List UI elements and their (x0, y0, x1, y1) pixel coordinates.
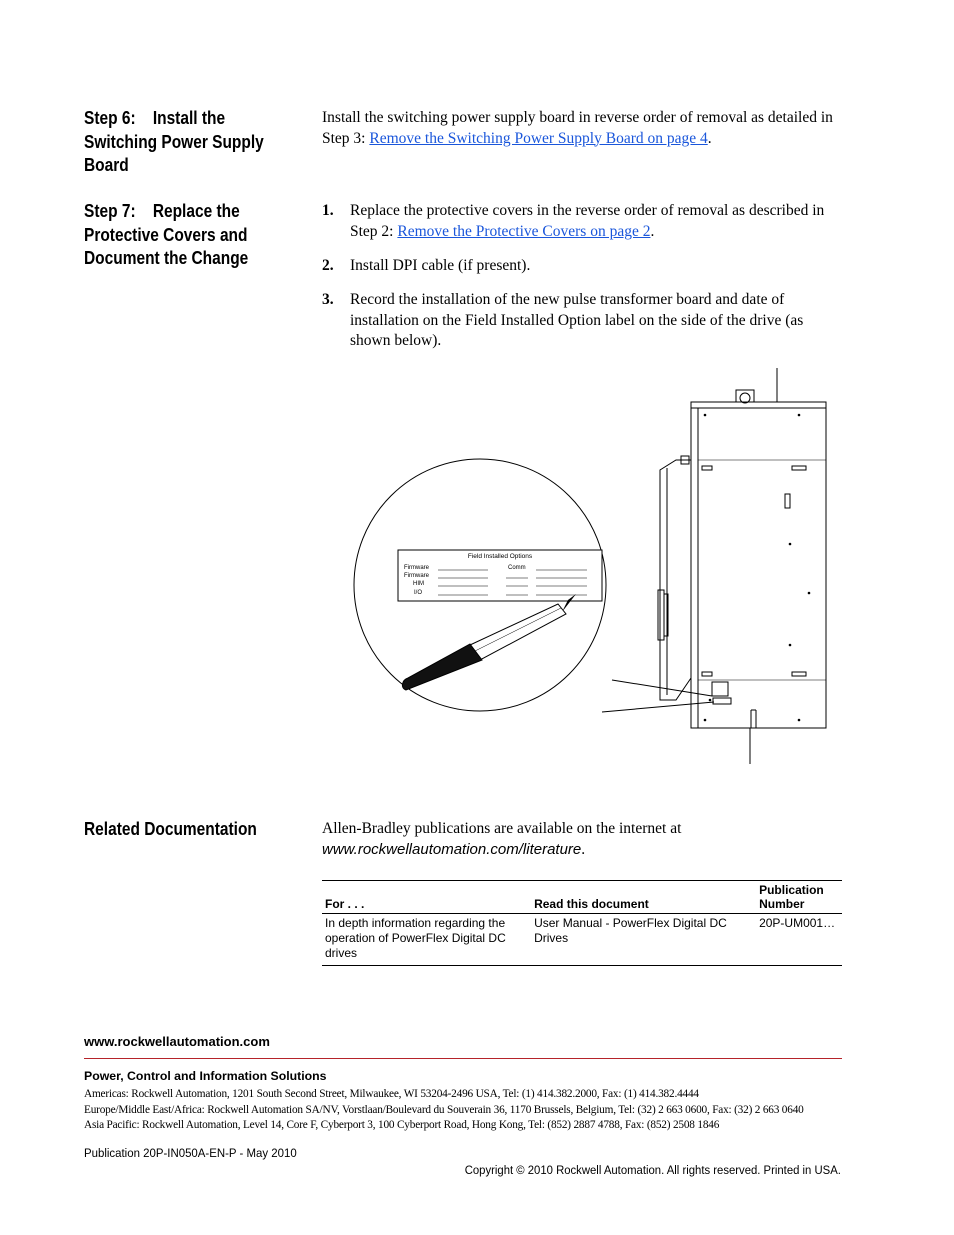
table-cell-publication: 20P-UM001… (759, 916, 836, 930)
label-row-him: HIM (413, 581, 424, 587)
table-header-for: For . . . (322, 881, 531, 914)
footer-americas: Americas: Rockwell Automation, 1201 South Second Street, Milwaukee, WI 53204-2496 USA, Tel: (1) 414.382.2000, Fax: (1) 414.382.4444 (84, 1088, 699, 1100)
step7-item-2-number: 2. (322, 257, 334, 274)
step7-heading-line3: Document the Change (84, 248, 249, 268)
label-title: Field Installed Options (467, 553, 533, 560)
related-heading: Related Documentation (84, 819, 257, 839)
step6-text-end: . (707, 129, 712, 147)
step7-item-1-number: 1. (322, 202, 334, 219)
step7-heading (84, 200, 299, 271)
footer-addresses (84, 1087, 854, 1134)
footer-website[interactable]: www.rockwellautomation.com (84, 1034, 270, 1049)
step7-item-3-number: 3. (322, 291, 334, 308)
step7-item-3-text: Record the installation of the new pulse transformer board and date of installation on the Field Installed Option label on the side of the drive (as shown below). (350, 291, 804, 349)
step6-paragraph (322, 108, 847, 149)
step6-heading (84, 107, 299, 178)
step7-item-3 (322, 290, 834, 352)
footer-company-line: Power, Control and Information Solutions (84, 1069, 327, 1083)
step7-item-1 (322, 201, 842, 242)
step7-item-1-link[interactable]: Remove the Protective Covers on page 2 (397, 222, 651, 240)
label-row-firmware-2: Firmware (404, 573, 429, 579)
footer-copyright: Copyright © 2010 Rockwell Automation. All rights reserved. Printed in USA. (464, 1163, 841, 1177)
footer-asia: Asia Pacific: Rockwell Automation, Level 14, Core F, Cyberport 3, 100 Cyberport Road, Hong Kong, Tel: (852) 2887 4788, Fax: (852) 2508 1846 (84, 1119, 720, 1131)
step7-item-1-text: Replace the protective covers in the reverse order of removal as described in Step 2: (350, 202, 825, 240)
table-row (322, 914, 842, 966)
step7-item-1-text-end: . (650, 222, 655, 240)
step6-heading-line3: Board (84, 155, 129, 175)
step7-heading-line1: Step 7: Replace the (84, 201, 240, 221)
step6-link[interactable]: Remove the Switching Power Supply Board on page 4 (369, 129, 708, 147)
related-docs-table (322, 880, 842, 966)
step7-item-2-text: Install DPI cable (if present). (350, 257, 531, 274)
field-installed-options-label (398, 550, 602, 601)
label-comm: Comm (508, 565, 526, 571)
table-cell-for: In depth information regarding the operation of PowerFlex Digital DC drives (325, 916, 506, 960)
table-header-publication: Publication Number (756, 881, 842, 914)
label-row-firmware-1: Firmware (404, 565, 429, 571)
drive-outline (602, 368, 826, 764)
footer-rule (84, 1058, 842, 1059)
related-intro-text: Allen-Bradley publications are available on the internet at (322, 820, 682, 837)
literature-url[interactable]: www.rockwellautomation.com/literature (322, 840, 582, 858)
label-row-io: I/O (414, 590, 423, 596)
table-cell-document: User Manual - PowerFlex Digital DC Drives (534, 916, 727, 945)
step7-item-2 (322, 256, 842, 277)
step6-text: Install the switching power supply board in reverse order of removal as detailed in Step 3: (322, 109, 833, 147)
table-header-row (322, 881, 842, 914)
step6-heading-line2: Switching Power Supply (84, 131, 264, 152)
step6-heading-line1: Step 6: Install the (84, 108, 226, 128)
footer-publication: Publication 20P-IN050A-EN-P - May 2010 (84, 1146, 297, 1160)
literature-url-suffix: . (581, 840, 586, 858)
footer-europe: Europe/Middle East/Africa: Rockwell Automation SA/NV, Vorstlaan/Boulevard du Souverain 36, 1170 Brussels, Belgium, Tel: (32) 2 663 0600, Fax: (32) 2 663 0640 (84, 1103, 804, 1116)
step7-heading-line2: Protective Covers and (84, 224, 248, 245)
table-header-document: Read this document (531, 881, 756, 914)
related-intro (322, 819, 842, 860)
drive-label-figure (340, 360, 840, 780)
